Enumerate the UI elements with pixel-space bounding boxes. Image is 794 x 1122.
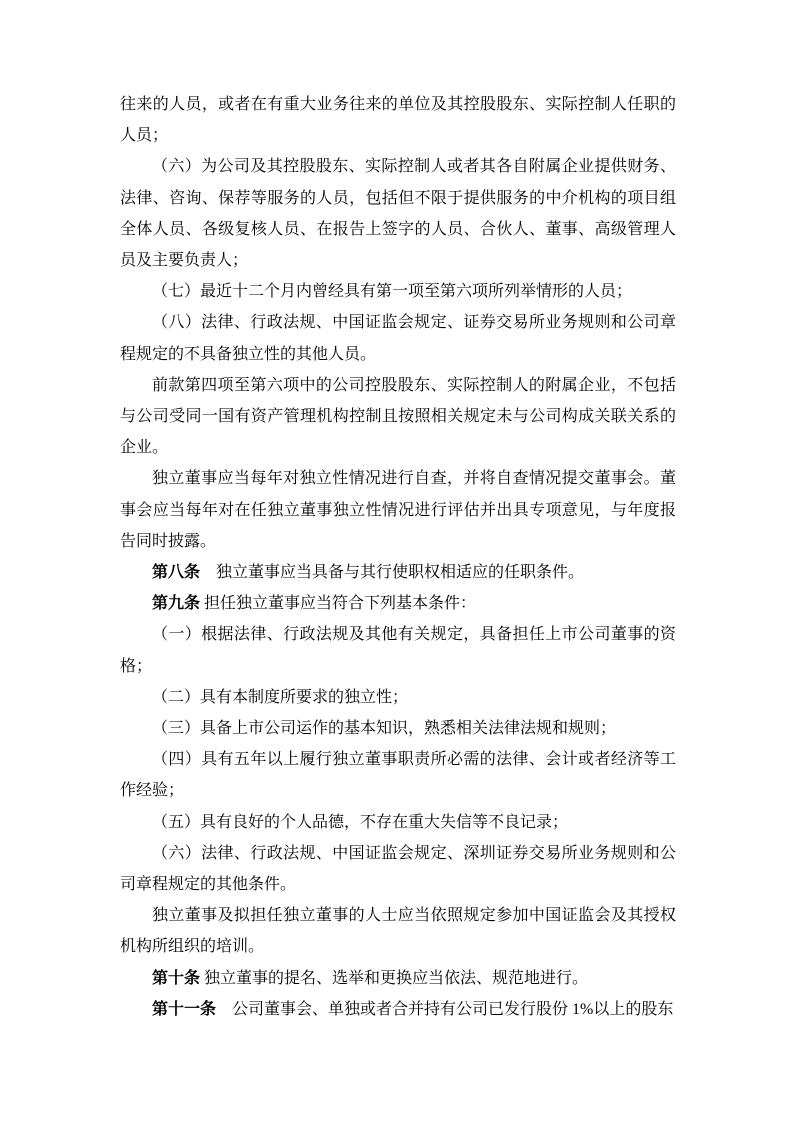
paragraph (120, 307, 676, 369)
paragraph-text: 独立董事的提名、选举和更换应当依法、规范地进行。 (200, 969, 589, 987)
paragraph (120, 276, 676, 307)
paragraph (120, 370, 676, 464)
paragraph (120, 713, 676, 744)
paragraph-text: （二）具有本制度所要求的独立性； (152, 688, 409, 706)
paragraph-text: （四）具有五年以上履行独立董事职责所必需的法律、会计或者经济等工作经验； (120, 751, 676, 800)
paragraph (120, 963, 676, 994)
paragraph-text: （三）具备上市公司运作的基本知识，熟悉相关法律法规和规则； (152, 720, 617, 738)
paragraph (120, 619, 676, 681)
paragraph-text: （六）为公司及其控股股东、实际控制人或者其各自附属企业提供财务、法律、咨询、保荐等服务的人员，包括但不限于提供服务的中介机构的项目组全体人员、各级复核人员、在报告上签字的人员、合伙人、董事、高级管理人员及主要负责人； (120, 158, 676, 270)
article-number: 第十一条 (152, 1000, 217, 1018)
paragraph-text: 独立董事应当具备与其行使职权相适应的任职条件。 (200, 564, 585, 582)
paragraph-text: 独立董事及拟担任独立董事的人士应当依照规定参加中国证监会及其授权机构所组织的培训。 (120, 907, 676, 956)
article-number: 第十条 (152, 969, 201, 987)
paragraph-text: （七）最近十二个月内曾经具有第一项至第六项所列举情形的人员； (152, 283, 633, 301)
paragraph-text: 公司董事会、单独或者合并持有公司已发行股份 1%以上的股东 (216, 1000, 674, 1018)
article-number: 第九条 (152, 595, 201, 613)
paragraph (120, 588, 676, 619)
paragraph (120, 994, 676, 1025)
paragraph (120, 744, 676, 806)
paragraph-text: 往来的人员，或者在有重大业务往来的单位及其控股股东、实际控制人任职的人员； (120, 96, 676, 145)
paragraph-text: （八）法律、行政法规、中国证监会规定、证券交易所业务规则和公司章程规定的不具备独立性的其他人员。 (120, 314, 676, 363)
paragraph (120, 807, 676, 838)
article-number: 第八条 (152, 564, 201, 582)
paragraph-text: （六）法律、行政法规、中国证监会规定、深圳证券交易所业务规则和公司章程规定的其他条件。 (120, 844, 676, 894)
paragraph-text: （一）根据法律、行政法规及其他有关规定，具备担任上市公司董事的资格； (120, 626, 676, 675)
paragraph (120, 682, 676, 713)
paragraph-text: （五）具有良好的个人品德，不存在重大失信等不良记录； (152, 813, 569, 831)
paragraph-text: 独立董事应当每年对独立性情况进行自查，并将自查情况提交董事会。董事会应当每年对在任独立董事独立性情况进行评估并出具专项意见，与年度报告同时披露。 (120, 470, 676, 550)
paragraph (120, 838, 676, 900)
paragraph (120, 151, 676, 276)
paragraph-text: 担任独立董事应当符合下列基本条件： (200, 595, 477, 613)
paragraph (120, 900, 676, 962)
paragraph (120, 557, 676, 588)
paragraph (120, 463, 676, 557)
document-body (120, 89, 676, 1025)
paragraph (120, 89, 676, 151)
paragraph-text: 前款第四项至第六项中的公司控股股东、实际控制人的附属企业，不包括与公司受同一国有资产管理机构控制且按照相关规定未与公司构成关联关系的企业。 (120, 376, 676, 457)
